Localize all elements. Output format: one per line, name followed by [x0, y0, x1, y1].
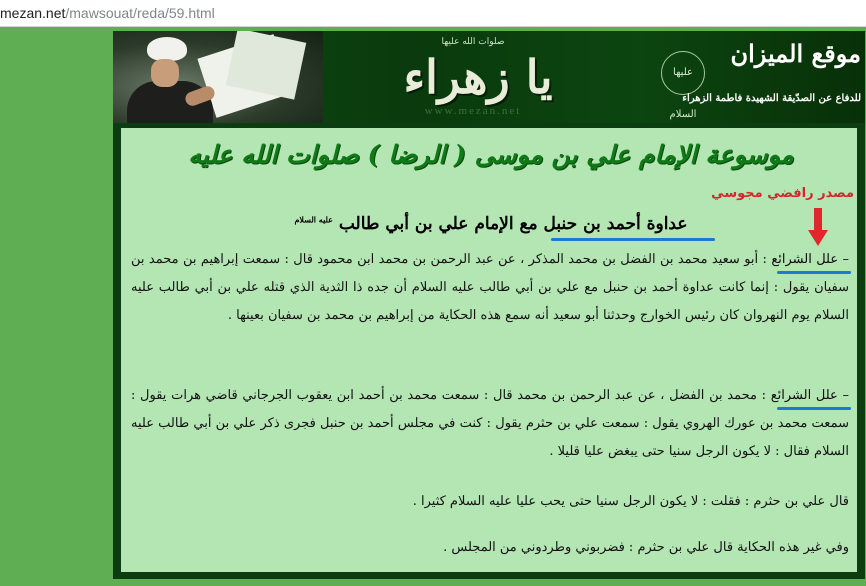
page-title: موسوعة الإمام علي بن موسى ( الرضا ) صلوات الله عليه [188, 140, 794, 169]
site-title[interactable]: موقع الميزان [730, 39, 861, 68]
url-host: mezan.net [0, 5, 66, 21]
paragraph-2: – علل الشرائع : محمد بن الفضل ، عن عبد الرحمن بن محمد قال : سمعت محمد بن أحمد ابن يعقوب الجرجاني قاضي هرات يقول : سمعت محمد بن عورك الهروي يقول : سمعت علي بن حثرم يقول : كنت في مجلس أحمد بن حنبل فجرى ذكر علي بن أبي طالب عليه السلام فقال : لا يكون الرجل سنيا حتى يبغض عليا قليلا . [131, 388, 850, 459]
paragraph-1-source: علل الشرائع [771, 252, 839, 267]
paragraph-4 [131, 534, 849, 562]
source-highlight-1 [777, 271, 851, 274]
site-tagline: للدفاع عن الصدّيقة الشهيدة فاطمة الزهراء [682, 93, 861, 104]
url-path: /mawsouat/reda/59.html [65, 5, 215, 21]
source-highlight-2 [777, 407, 851, 410]
paragraph-2-text: : محمد بن الفضل ، عن عبد الرحمن بن محمد قال : سمعت محمد بن أحمد ابن يعقوب الجرجاني قاضي هرات يقول : سمعت محمد بن عورك الهروي يقول : سمعت علي بن حثرم يقول : كنت في مجلس أحمد بن حنبل فجرى ذكر علي بن أبي طالب عليه السلام فقال : لا يكون الرجل سنيا حتى يبغض عليا قليلا . [131, 388, 849, 459]
site-banner [113, 31, 865, 123]
section-heading-text: عداوة أحمد بن حنبل مع الإمام علي بن أبي طالب [338, 214, 688, 234]
heading-highlight [551, 238, 715, 241]
article-panel [120, 127, 858, 573]
heading-honorific: عليه السلام [294, 214, 333, 225]
seal-icon: عليها السلام [661, 51, 705, 95]
banner-watermark: www.mezan.net [424, 105, 522, 117]
paragraph-3-text: قال علي بن حثرم : فقلت : لا يكون الرجل سنيا حتى يحب عليا عليه السلام كثيرا . [412, 494, 849, 509]
section-heading [231, 214, 751, 234]
banner-calligraphy: يا زهراء [403, 50, 553, 104]
paragraph-4-text: وفي غير هذه الحكاية قال علي بن حثرم : فضربوني وطردوني من المجلس . [443, 540, 849, 555]
banner-salawat: صلوات الله عليها [441, 37, 505, 47]
banner-photo [113, 31, 323, 123]
page-frame [113, 31, 865, 579]
arrow-down-icon [808, 208, 828, 250]
paragraph-1-text: : أبو سعيد محمد بن الفضل بن محمد المذكر ، عن عبد الرحمن بن محمد ابن محمود قال : سمعت إبراهيم بن محمد بن سفيان يقول : إنما كانت عداوة أحمد بن حنبل مع علي بن أبي طالب عليه السلام أن جده ذا الثدية الذي قتله علي بن أبي طالب عليه السلام يوم النهروان كان رئيس الخوارج وحدثنا أبو سعيد أنه سمع هذه الحكاية من إبراهيم بن محمد بن سفيان بعينها . [131, 252, 849, 323]
annotation-label: مصدر رافضي مجوسي [711, 186, 854, 201]
paragraph-1: – علل الشرائع : أبو سعيد محمد بن الفضل بن محمد المذكر ، عن عبد الرحمن بن محمد ابن محمود قال : سمعت إبراهيم بن محمد بن سفيان يقول : إنما كانت عداوة أحمد بن حنبل مع علي بن أبي طالب عليه السلام أن جده ذا الثدية الذي قتله علي بن أبي طالب عليه السلام يوم النهروان كان رئيس الخوارج وحدثنا أبو سعيد أنه سمع هذه الحكاية من إبراهيم بن محمد بن سفيان بعينها . [131, 252, 849, 323]
paragraph-3 [131, 488, 849, 516]
address-bar[interactable] [0, 0, 866, 27]
paragraph-2-source: علل الشرائع [770, 388, 838, 403]
